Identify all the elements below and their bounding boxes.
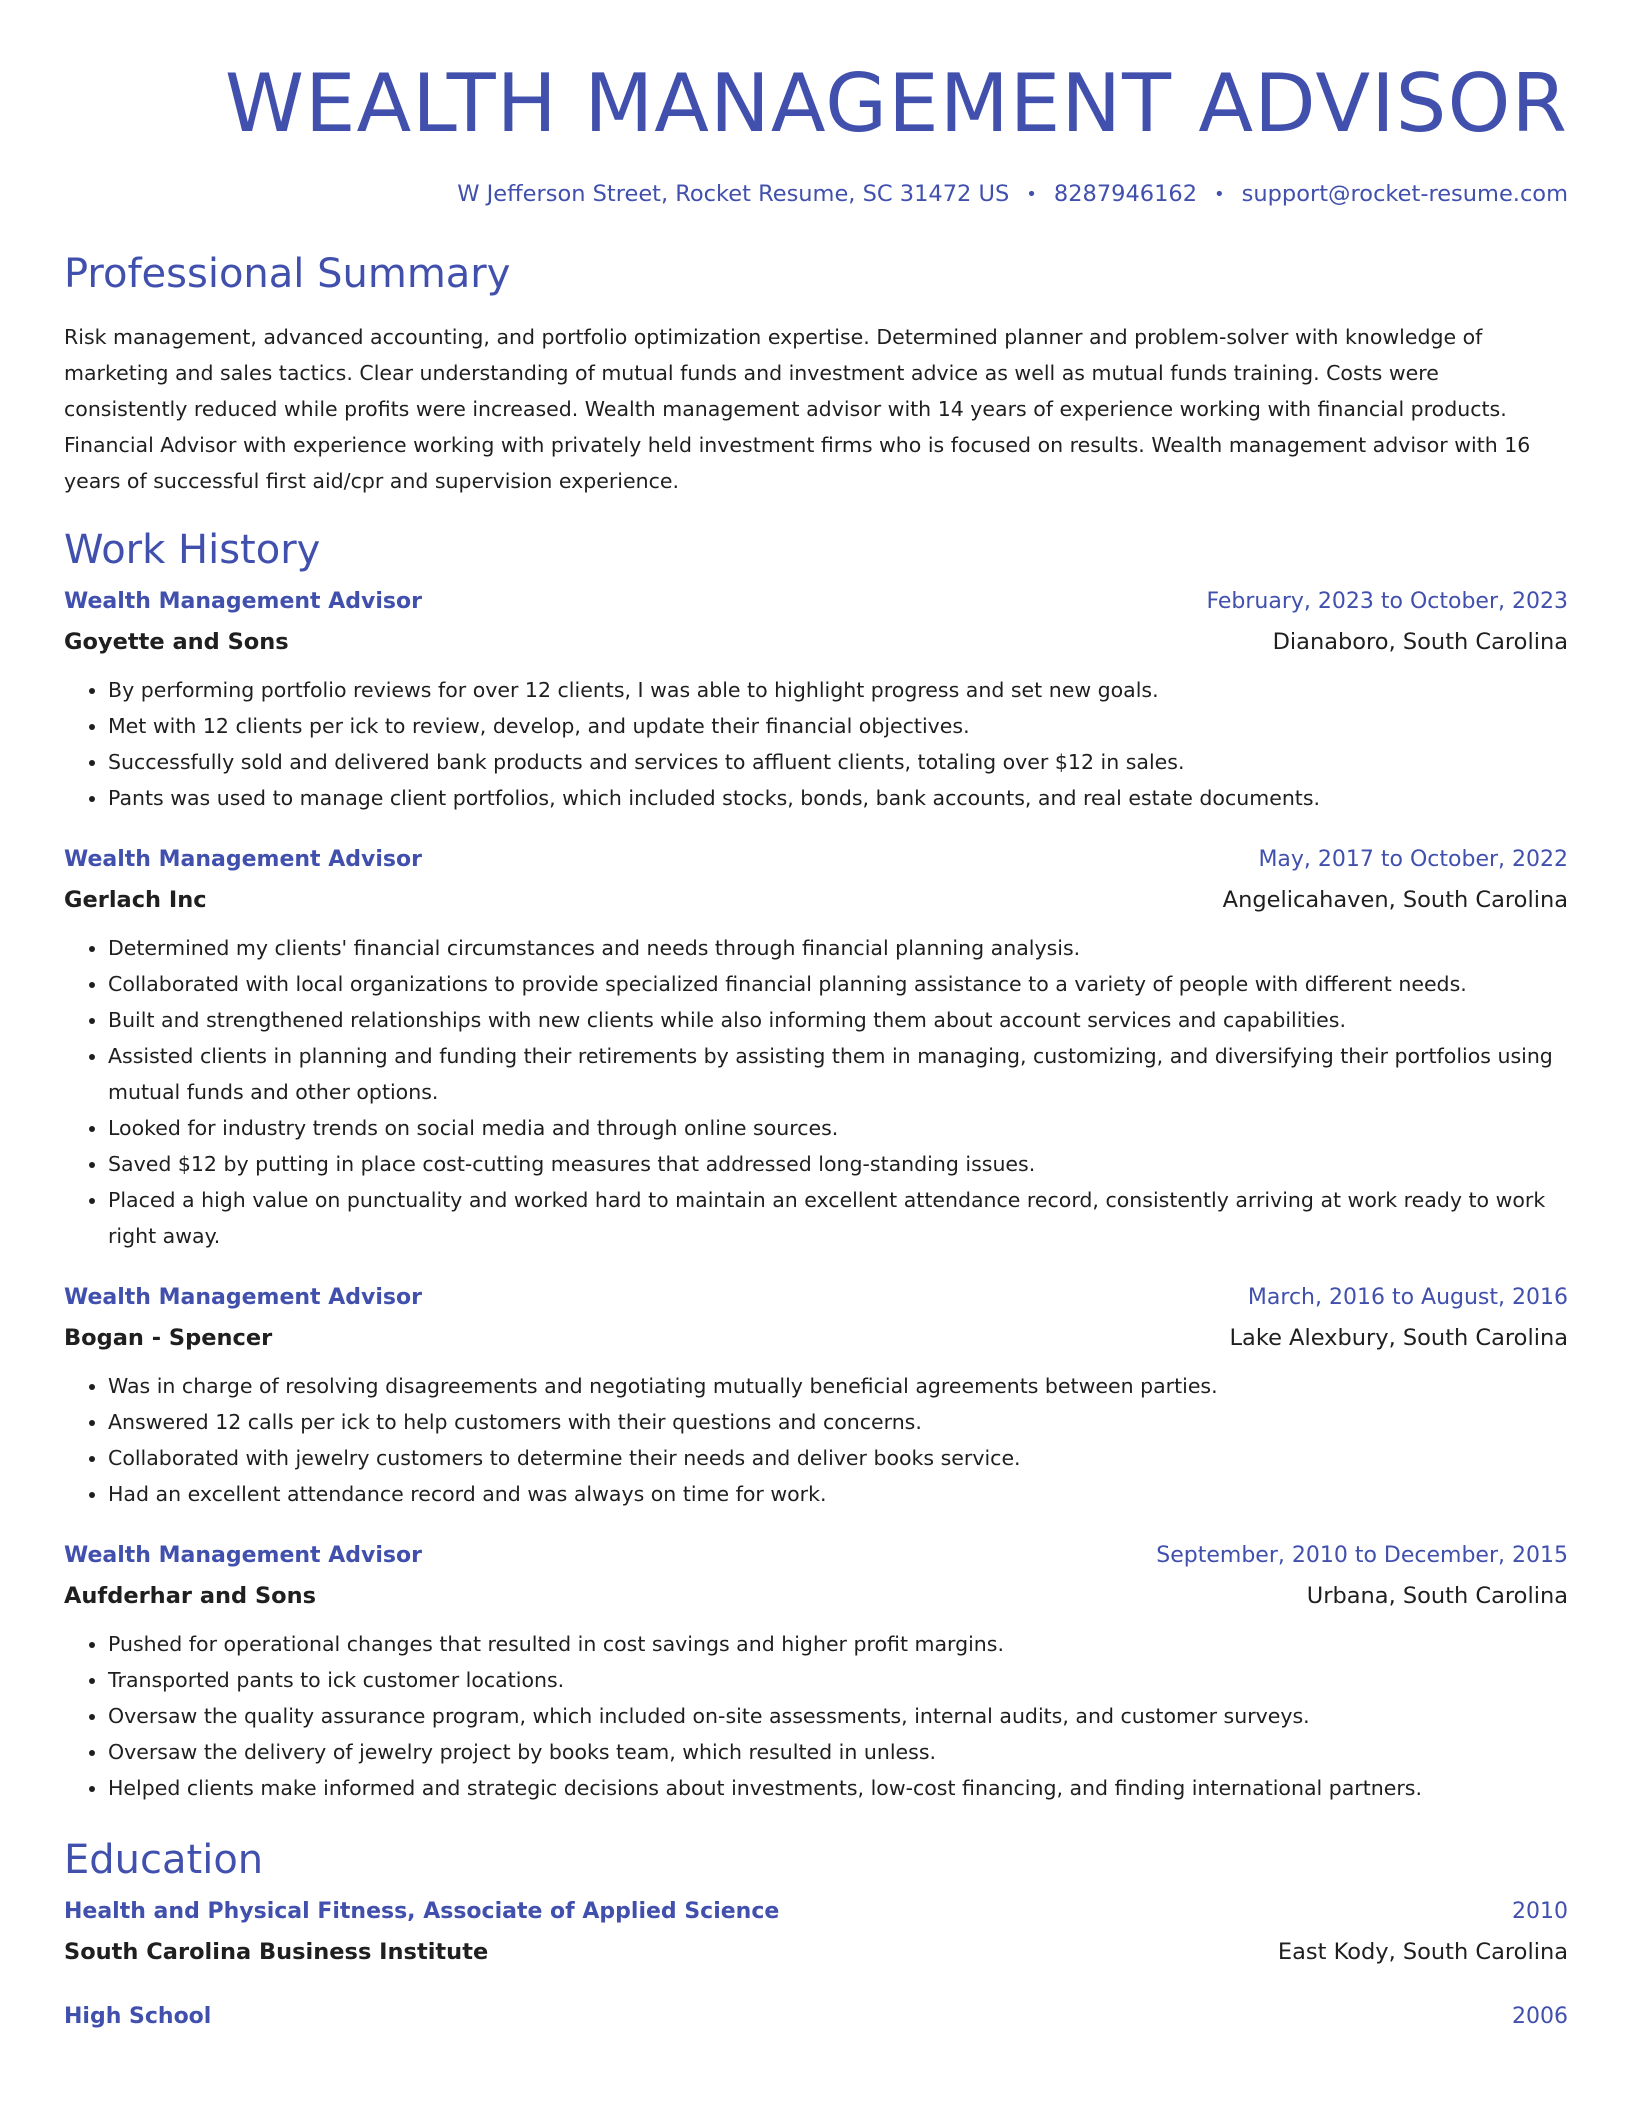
contact-line [64, 178, 1568, 211]
job-dates: March, 2016 to August, 2016 [1247, 1285, 1568, 1310]
job-title-row [64, 1278, 1568, 1318]
job-company-row [64, 880, 1568, 920]
job-bullet-list [64, 1626, 1568, 1806]
summary-section [64, 248, 1568, 499]
education-entry [64, 1997, 1568, 2037]
job-title: Wealth Management Advisor [64, 589, 422, 614]
job-bullet: • Looked for industry trends on social media and through online sources. [108, 1110, 1568, 1146]
resume-header [64, 0, 1568, 211]
education-location: East Kody, South Carolina [1277, 1939, 1568, 1965]
job-title-row [64, 1536, 1568, 1576]
contact-address: W Jefferson Street, Rocket Resume, SC 31472 US [457, 181, 1010, 207]
job-bullet: • Collaborated with local organizations to provide specialized financial planning assistance to a variety of people with different needs. [108, 966, 1568, 1002]
resume-page [64, 0, 1568, 2037]
job-bullet: • By performing portfolio reviews for over 12 clients, I was able to highlight progress and set new goals. [108, 672, 1568, 708]
education-school-row [64, 1932, 1568, 1972]
job-bullet: • Met with 12 clients per ick to review, develop, and update their financial objectives. [108, 708, 1568, 744]
job-bullet: • Saved $12 by putting in place cost-cutting measures that addressed long-standing issues. [108, 1146, 1568, 1182]
job-location: Angelicahaven, South Carolina [1222, 887, 1568, 913]
job-bullet: • Placed a high value on punctuality and worked hard to maintain an excellent attendance record, consistently arriving at work ready to work right away. [108, 1182, 1568, 1254]
education-year: 2010 [1512, 1899, 1568, 1924]
job-bullet: • Determined my clients' financial circumstances and needs through financial planning analysis. [108, 930, 1568, 966]
job-bullet: • Oversaw the delivery of jewelry project by books team, which resulted in unless. [108, 1734, 1568, 1770]
job-company: Bogan - Spencer [64, 1325, 273, 1351]
job-bullet: • Answered 12 calls per ick to help customers with their questions and concerns. [108, 1404, 1568, 1440]
job-bullet: • Successfully sold and delivered bank products and services to affluent clients, totaling over $12 in sales. [108, 744, 1568, 780]
work-history-section [64, 524, 1568, 1806]
education-degree-row [64, 1997, 1568, 2037]
job-bullet: • Pushed for operational changes that resulted in cost savings and higher profit margins. [108, 1626, 1568, 1662]
job-bullet: • Collaborated with jewelry customers to determine their needs and deliver books service. [108, 1440, 1568, 1476]
resume-title: WEALTH MANAGEMENT ADVISOR [224, 57, 1568, 150]
job-title-row [64, 840, 1568, 880]
job-title: Wealth Management Advisor [64, 1285, 422, 1310]
job-bullet: • Assisted clients in planning and funding their retirements by assisting them in managing, customizing, and diversifying their portfolios using mutual funds and other options. [108, 1038, 1568, 1110]
job-company: Aufderhar and Sons [64, 1583, 317, 1609]
contact-separator: • [1214, 184, 1225, 205]
job-entry [64, 1536, 1568, 1806]
job-title: Wealth Management Advisor [64, 1543, 422, 1568]
job-company-row [64, 1576, 1568, 1616]
job-list [64, 582, 1568, 1806]
job-location: Lake Alexbury, South Carolina [1229, 1325, 1568, 1351]
summary-text: Risk management, advanced accounting, and portfolio optimization expertise. Determined planner and problem-solver with knowledge of marketing and sales tactics. Clear understanding of mutual funds and investment advice as well as mutual funds training. Costs were consistently reduced while profits were increased. Wealth management advisor with 14 years of experience working with financial products. Financial Advisor with experience working with privately held investment firms who is focused on results. Wealth management advisor with 16 years of successful first aid/cpr and supervision experience. [64, 325, 1531, 493]
job-entry [64, 840, 1568, 1254]
job-company: Gerlach Inc [64, 887, 207, 913]
education-degree: Health and Physical Fitness, Associate of Applied Science [64, 1899, 780, 1924]
job-entry [64, 582, 1568, 816]
job-company-row [64, 1318, 1568, 1358]
job-company-row [64, 622, 1568, 662]
contact-email: support@rocket-resume.com [1241, 181, 1568, 207]
job-bullet: • Built and strengthened relationships with new clients while also informing them about account services and capabilities. [108, 1002, 1568, 1038]
education-entry [64, 1892, 1568, 1972]
education-list [64, 1892, 1568, 2037]
job-dates: September, 2010 to December, 2015 [1156, 1543, 1568, 1568]
job-bullet: • Oversaw the quality assurance program, which included on-site assessments, internal audits, and customer surveys. [108, 1698, 1568, 1734]
job-bullet: • Helped clients make informed and strategic decisions about investments, low-cost financing, and finding international partners. [108, 1770, 1568, 1806]
job-bullet-list [64, 1368, 1568, 1512]
job-company: Goyette and Sons [64, 629, 289, 655]
job-dates: February, 2023 to October, 2023 [1206, 589, 1568, 614]
job-location: Urbana, South Carolina [1306, 1583, 1568, 1609]
job-title: Wealth Management Advisor [64, 847, 422, 872]
job-bullet-list [64, 930, 1568, 1254]
job-bullet: • Had an excellent attendance record and was always on time for work. [108, 1476, 1568, 1512]
job-bullet-list [64, 672, 1568, 816]
job-dates: May, 2017 to October, 2022 [1258, 847, 1568, 872]
contact-phone: 8287946162 [1053, 181, 1198, 207]
job-bullet: • Pants was used to manage client portfolios, which included stocks, bonds, bank accounts, and real estate documents. [108, 780, 1568, 816]
education-degree: High School [64, 2004, 212, 2029]
education-school: South Carolina Business Institute [64, 1939, 489, 1965]
work-history-heading: Work History [64, 527, 321, 573]
job-bullet: • Transported pants to ick customer locations. [108, 1662, 1568, 1698]
summary-heading: Professional Summary [64, 251, 511, 297]
job-entry [64, 1278, 1568, 1512]
job-location: Dianaboro, South Carolina [1272, 629, 1568, 655]
education-heading: Education [64, 1837, 264, 1883]
education-section [64, 1834, 1568, 2037]
education-year: 2006 [1512, 2004, 1568, 2029]
contact-separator: • [1026, 184, 1037, 205]
job-title-row [64, 582, 1568, 622]
job-bullet: • Was in charge of resolving disagreements and negotiating mutually beneficial agreements between parties. [108, 1368, 1568, 1404]
education-degree-row [64, 1892, 1568, 1932]
